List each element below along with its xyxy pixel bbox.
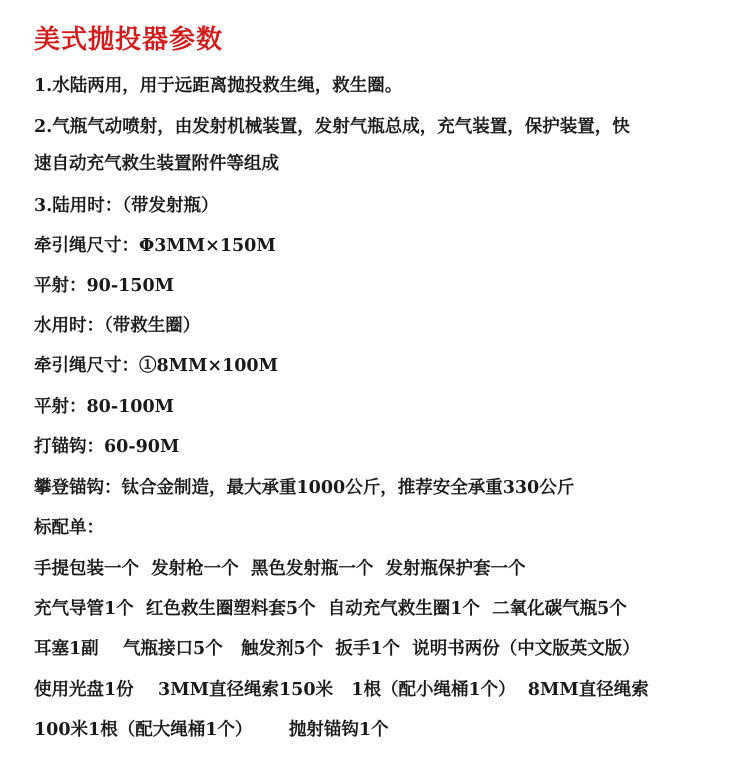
spec-line-10: 打锚钩：60-90M [34, 437, 180, 457]
spec-line-15: 耳塞1副 气瓶接口5个 触发剂5个 扳手1个 说明书两份（中文版英文版） [34, 639, 640, 659]
spec-line-11: 攀登锚钩：钛合金制造，最大承重1000公斤，推荐安全承重330公斤 [34, 478, 575, 498]
spec-line-7: 水用时：（带救生圈） [34, 316, 201, 336]
spec-line-1: 1.水陆两用，用于远距离抛投救生绳，救生圈。 [34, 76, 403, 96]
spec-line-16: 使用光盘1份 3MM直径绳索150米 1根（配小绳桶1个） 8MM直径绳索 [34, 680, 649, 700]
page-title: 美式抛投器参数 [34, 25, 224, 55]
spec-line-2: 2.气瓶气动喷射，由发射机械装置，发射气瓶总成，充气装置，保护装置，快 [34, 117, 630, 137]
spec-line-4: 3.陆用时：（带发射瓶） [34, 196, 219, 216]
spec-line-6: 平射：90-150M [34, 276, 175, 296]
spec-line-9: 平射：80-100M [34, 397, 175, 417]
spec-line-8: 牵引绳尺寸：①8MM×100M [34, 356, 278, 376]
spec-line-5: 牵引绳尺寸：Φ3MM×150M [34, 236, 276, 256]
spec-line-14: 充气导管1个 红色救生圈塑料套5个 自动充气救生圈1个 二氧化碳气瓶5个 [34, 599, 627, 619]
spec-line-17: 100米1根（配大绳桶1个） 抛射锚钩1个 [34, 720, 389, 740]
spec-line-13: 手提包装一个 发射枪一个 黑色发射瓶一个 发射瓶保护套一个 [34, 559, 526, 579]
spec-line-12: 标配单： [34, 518, 104, 538]
spec-line-3: 速自动充气救生装置附件等组成 [34, 154, 279, 174]
